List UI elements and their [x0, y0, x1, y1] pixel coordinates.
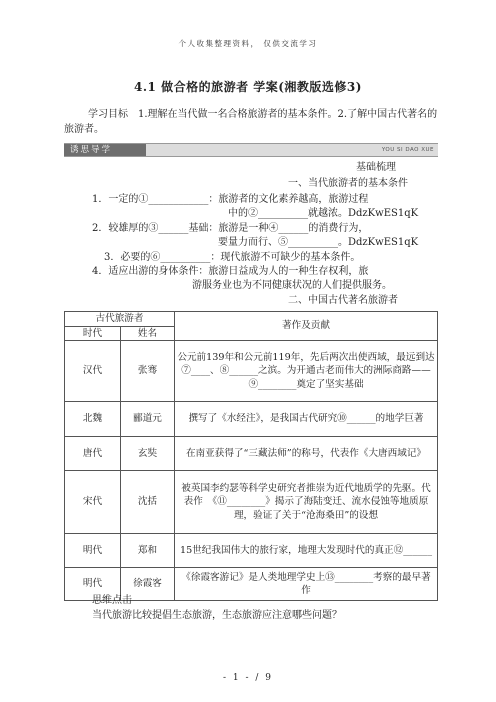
cell-works: 被英国李约瑟等科学史研究者推崇为近代地质学的先驱。代表作 《⑪________》揭示了海陆变迁、流水侵蚀等地质原理，验证了关于“沧海桑田”的设想 [175, 471, 438, 534]
table-row [65, 402, 438, 437]
travelers-table [64, 311, 438, 601]
section-head: 基础梳理 [356, 162, 396, 173]
page-number: - 1 - / 9 [222, 673, 273, 683]
cell-name: 徐霞客 [121, 568, 175, 601]
part1-line-1: 1．一定的①____________：旅游者的文化素养越高，旅游过程 [92, 194, 369, 205]
part1-line-2: 2．较雄厚的③______基础：旅游是一种④______的消费行为， [92, 223, 369, 234]
part1-line-2b: 要量力而行、⑤__________。DdzKwES1qK [218, 237, 419, 248]
page-header: 个人收集整理资料， 仅供交流学习 [178, 39, 318, 48]
header-works: 著作及贡献 [175, 312, 438, 341]
part1-line-4b: 游服务业也为不同健康状况的人们提供服务。 [192, 280, 392, 291]
table-header-row [65, 312, 438, 327]
banner-label: 诱思导学 [64, 144, 146, 156]
table-row [65, 534, 438, 568]
cell-era: 宋代 [65, 471, 121, 534]
table-row [65, 437, 438, 471]
part1-title: 一、当代旅游者的基本条件 [288, 178, 408, 189]
part1-line-1b: 中的②__________就越浓。DdzKwES1qK [228, 208, 419, 219]
cell-era: 汉代 [65, 341, 121, 402]
cell-name: 沈括 [121, 471, 175, 534]
cell-era: 北魏 [65, 402, 121, 437]
cell-name: 郑和 [121, 534, 175, 568]
think-head: 思维点击 [92, 595, 132, 606]
think-question: 当代旅游比较提倡生态旅游，生态旅游应注意哪些问题？ [92, 610, 342, 621]
page-title: 4.1 做合格的旅游者 学案(湘教版选修3) [134, 80, 362, 94]
header-era: 时代 [65, 326, 121, 341]
part1-line-3: 3．必要的⑥__________：现代旅游不可缺少的基本条件。 [104, 252, 361, 263]
part2-title: 二、中国古代著名旅游者 [288, 295, 398, 306]
header-ancient-travelers: 古代旅游者 [65, 312, 175, 327]
table-row [65, 341, 438, 402]
learning-goal: 学习目标 1.理解在当代做一名合格旅游者的基本条件。2.了解中国古代著名的旅游者。 [64, 109, 438, 135]
banner-pinyin: YOU SI DAO XUE [381, 147, 434, 153]
cell-name: 张骞 [121, 341, 175, 402]
cell-era: 明代 [65, 568, 121, 601]
table-row [65, 471, 438, 534]
cell-era: 明代 [65, 534, 121, 568]
cell-works: 在南亚获得了“三藏法师”的称号，代表作《大唐西域记》 [175, 437, 438, 471]
cell-works: 《徐霞客游记》是人类地理学史上⑬________考察的最早著作 [175, 568, 438, 601]
section-banner [64, 143, 438, 157]
cell-works: 撰写了《水经注》，是我国古代研究⑩______的地学巨著 [175, 402, 438, 437]
cell-era: 唐代 [65, 437, 121, 471]
header-name: 姓名 [121, 326, 175, 341]
cell-name: 郦道元 [121, 402, 175, 437]
cell-works: 15世纪我国伟大的旅行家，地理大发现时代的真正⑫______ [175, 534, 438, 568]
cell-works: 公元前139年和公元前119年，先后两次出使西域，最远到达⑦____、⑧______之滨。为开通古老而伟大的洲际商路——⑨________奠定了坚实基础 [175, 341, 438, 402]
part1-line-4: 4．适应出游的身体条件：旅游日益成为人的一种生存权利，旅 [92, 266, 369, 277]
cell-name: 玄奘 [121, 437, 175, 471]
